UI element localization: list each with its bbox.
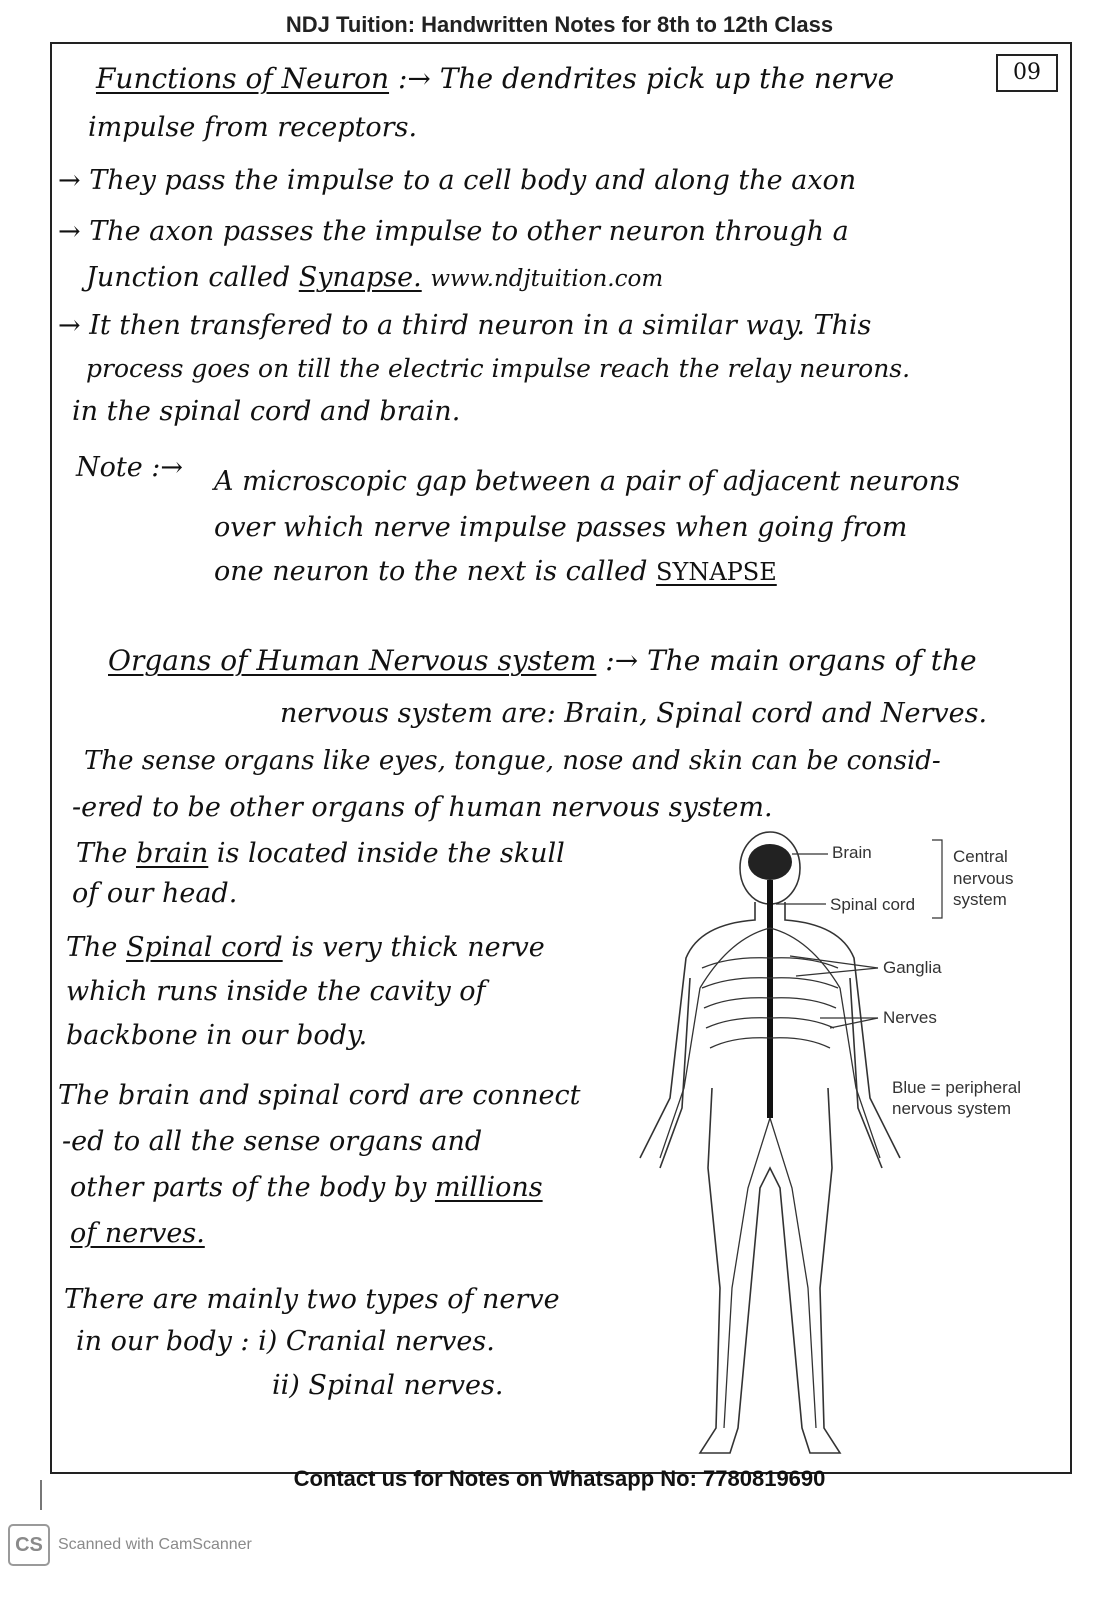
peripheral-label-line2: nervous system	[892, 1099, 1012, 1118]
heading-text: Functions of Neuron	[96, 62, 390, 95]
heading-lead: The main organs of the	[647, 644, 977, 677]
nervous-system-diagram	[620, 828, 1060, 1468]
text-line: in our body : i) Cranial nerves.	[76, 1326, 495, 1357]
brain-term: brain	[135, 838, 209, 869]
text-span: other parts of the body by	[70, 1172, 427, 1203]
heading-arrow: :→	[397, 62, 431, 95]
millions-term: millions	[434, 1172, 543, 1203]
website-text: www.ndjtuition.com	[430, 266, 664, 292]
brain-label: Brain	[832, 843, 872, 862]
synapse-term: Synapse.	[298, 262, 422, 293]
text-line: → They pass the impulse to a cell body and along the axon	[58, 165, 857, 196]
text-line: of nerves.	[70, 1218, 205, 1249]
text-line: -ered to be other organs of human nervous system.	[72, 792, 773, 823]
text-line: which runs inside the cavity of	[66, 976, 486, 1007]
margin-mark	[40, 1480, 42, 1510]
text-line: backbone in our body.	[66, 1020, 368, 1051]
central-label-line2: nervous	[953, 869, 1014, 888]
note-line: over which nerve impulse passes when going from	[214, 512, 908, 543]
ganglia-label: Ganglia	[883, 958, 942, 977]
central-label-line3: system	[953, 890, 1007, 909]
nerves-label: Nerves	[883, 1008, 937, 1027]
text-line	[86, 262, 663, 293]
note-span: one neuron to the next is called	[214, 556, 648, 587]
text-line: of our head.	[72, 878, 238, 909]
footer-contact: Contact us for Notes on Whatsapp No: 7780819690	[293, 1466, 826, 1491]
scanner-label: Scanned with CamScanner	[58, 1536, 252, 1553]
text-line: -ed to all the sense organs and	[62, 1126, 483, 1157]
note-line	[214, 556, 777, 587]
synapse-term: SYNAPSE	[656, 558, 777, 586]
text-span: is located inside the skull	[216, 838, 565, 869]
spinal-cord-label: Spinal cord	[830, 895, 916, 914]
text-line: The sense organs like eyes, tongue, nose and skin can be consid-	[84, 746, 941, 776]
text-line: process goes on till the electric impulse reach the relay neurons.	[86, 354, 911, 383]
text-line: The brain and spinal cord are connect	[58, 1080, 581, 1111]
scanner-watermark	[8, 1524, 252, 1566]
section-heading-functions	[96, 62, 894, 95]
text-span: The	[66, 932, 118, 963]
text-line	[66, 932, 545, 963]
text-line: impulse from receptors.	[88, 112, 418, 143]
heading-arrow: :→	[605, 644, 639, 677]
spinal-cord-term: Spinal cord	[125, 932, 283, 963]
text-line	[70, 1172, 543, 1203]
heading-text: Organs of Human Nervous system	[108, 644, 597, 677]
central-label-line1: Central	[953, 847, 1008, 866]
text-span: The	[76, 838, 128, 869]
text-line: There are mainly two types of nerve	[64, 1284, 560, 1315]
text-line: in the spinal cord and brain.	[72, 396, 461, 427]
note-line: A microscopic gap between a pair of adjacent neurons	[214, 466, 960, 497]
text-line: ii) Spinal nerves.	[272, 1370, 504, 1401]
text-span: Junction called	[86, 262, 291, 293]
page-header: NDJ Tuition: Handwritten Notes for 8th to 12th Class	[285, 12, 834, 37]
section-heading-organs	[108, 644, 977, 677]
page-number: 09	[996, 54, 1058, 92]
heading-lead: The dendrites pick up the nerve	[439, 62, 895, 95]
text-span: is very thick nerve	[291, 932, 545, 963]
text-line: → The axon passes the impulse to other neuron through a	[58, 216, 849, 247]
peripheral-label-line1: Blue = peripheral	[892, 1078, 1022, 1097]
brain-shape	[748, 844, 792, 880]
note-label: Note :→	[76, 452, 184, 483]
text-line: → It then transfered to a third neuron in a similar way. This	[58, 310, 872, 341]
camscanner-logo-icon: CS	[8, 1524, 50, 1566]
text-line: nervous system are: Brain, Spinal cord and Nerves.	[280, 698, 988, 729]
text-line	[76, 838, 565, 869]
